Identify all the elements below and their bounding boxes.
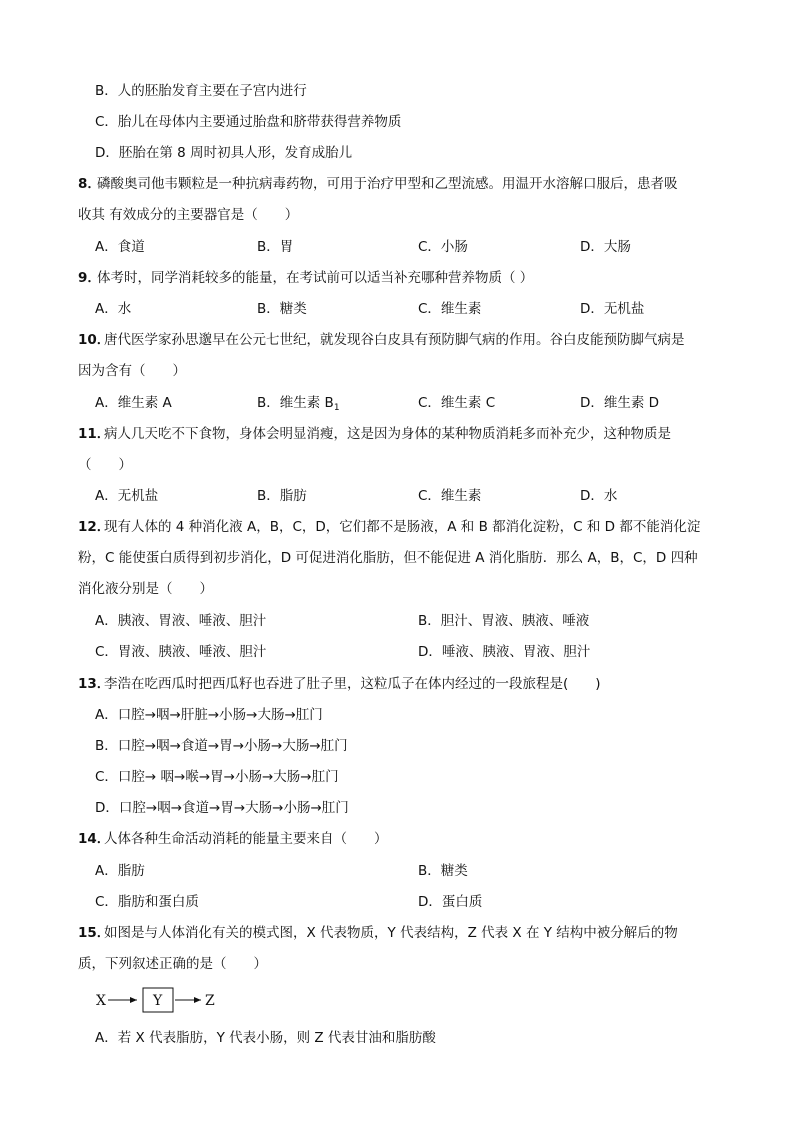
question-13-option-c: C．口腔→ 咽→喉→胃→小肠→大肠→肛门 [95, 769, 339, 785]
question-13-option-a: A．口腔→咽→肝脏→小肠→大肠→肛门 [95, 707, 323, 723]
question-9-options [0, 298, 794, 320]
option-a: A．脂肪 [95, 863, 145, 879]
question-14-stem: 14． 人体各种生命活动消耗的能量主要来自（ ） [78, 831, 388, 847]
option-c: C．维生素 [418, 301, 482, 317]
question-11-stem-line2: （ ） [78, 457, 132, 473]
option-d: D．水 [580, 488, 618, 504]
digestion-model-diagram [95, 987, 235, 1013]
option-b: B．脂肪 [257, 488, 307, 504]
option-b: B．维生素 $B_1$ [257, 395, 340, 413]
x-label: X [96, 993, 106, 1009]
question-12-stem-line3: 消化液分别是（ ） [78, 581, 213, 597]
option-c: C．小肠 [418, 239, 468, 255]
option-a: A．胰液、胃液、唾液、胆汁 [95, 613, 267, 629]
question-15-option-a: A．若 X 代表脂肪，Y 代表小肠，则 Z 代表甘油和脂肪酸 [95, 1030, 436, 1046]
question-15-stem-line2: 质，下列叙述正确的是（ ） [78, 956, 267, 972]
question-11-stem: 11． 病人几天吃不下食物，身体会明显消瘦，这是因为身体的某种物质消耗多而补充少，这种物质是 [78, 426, 671, 442]
option-b: B．胆汁、胃液、胰液、唾液 [418, 613, 590, 629]
question-12-options-row1 [0, 610, 794, 632]
question-13-option-b: B．口腔→咽→食道→胃→小肠→大肠→肛门 [95, 738, 348, 754]
question-11-options [0, 485, 794, 507]
arrow-head-1 [130, 997, 137, 1003]
option-a: A．维生素 A [95, 395, 172, 411]
y-label: Y [153, 993, 163, 1009]
question-14-options-row1 [0, 860, 794, 882]
option-b: B．糖类 [257, 301, 307, 317]
option-d: D．维生素 D [580, 395, 660, 411]
prev-option-d: D．胚胎在第 8 周时初具人形，发育成胎儿 [95, 145, 353, 161]
question-8-stem: 8． 磷酸奥司他韦颗粒是一种抗病毒药物，可用于治疗甲型和乙型流感。用温开水溶解口服后，患者吸 [78, 176, 678, 192]
option-a: A．食道 [95, 239, 145, 255]
question-14-options-row2 [0, 891, 794, 913]
question-9-stem: 9． 体考时，同学消耗较多的能量，在考试前可以适当补充哪种营养物质（ ） [78, 270, 534, 286]
question-12-stem-line2: 粉，C 能使蛋白质得到初步消化，D 可促进消化脂肪，但不能促进 A 消化脂肪．那么 A，B，C，D 四种 [78, 550, 698, 566]
option-d: D．唾液、胰液、胃液、胆汁 [418, 644, 591, 660]
option-b: B．胃 [257, 239, 294, 255]
option-c: C．维生素 [418, 488, 482, 504]
z-label: Z [205, 993, 215, 1009]
question-8-options [0, 236, 794, 258]
option-c: C．胃液、胰液、唾液、胆汁 [95, 644, 267, 660]
arrow-head-2 [194, 997, 201, 1003]
option-c: C．维生素 C [418, 395, 496, 411]
question-13-stem: 13． 李浩在吃西瓜时把西瓜籽也吞进了肚子里，这粒瓜子在体内经过的一段旅程是( ) [78, 676, 601, 692]
option-b: B．糖类 [418, 863, 468, 879]
prev-option-b: B．人的胚胎发育主要在子宫内进行 [95, 83, 307, 99]
question-10-stem: 10． 唐代医学家孙思邈早在公元七世纪，就发现谷白皮具有预防脚气病的作用。谷白皮能预防脚气病是 [78, 332, 685, 348]
option-a: A．无机盐 [95, 488, 159, 504]
question-15-stem: 15． 如图是与人体消化有关的模式图，X 代表物质，Y 代表结构，Z 代表 X 在 Y 结构中被分解后的物 [78, 925, 678, 941]
option-c: C．脂肪和蛋白质 [95, 894, 199, 910]
question-12-stem: 12． 现有人体的 4 种消化液 A，B，C，D，它们都不是肠液，A 和 B 都消化淀粉，C 和 D 都不能消化淀 [78, 519, 701, 535]
option-a: A．水 [95, 301, 132, 317]
option-d: D．蛋白质 [418, 894, 483, 910]
question-10-stem-line2: 因为含有（ ） [78, 363, 186, 379]
prev-option-c: C．胎儿在母体内主要通过胎盘和脐带获得营养物质 [95, 114, 402, 130]
question-12-options-row2 [0, 641, 794, 663]
option-d: D．大肠 [580, 239, 631, 255]
option-d: D．无机盐 [580, 301, 645, 317]
question-13-option-d: D．口腔→咽→食道→胃→大肠→小肠→肛门 [95, 800, 349, 816]
question-8-stem-line2: 收其 有效成分的主要器官是（ ） [78, 207, 299, 223]
question-10-options [0, 392, 794, 414]
